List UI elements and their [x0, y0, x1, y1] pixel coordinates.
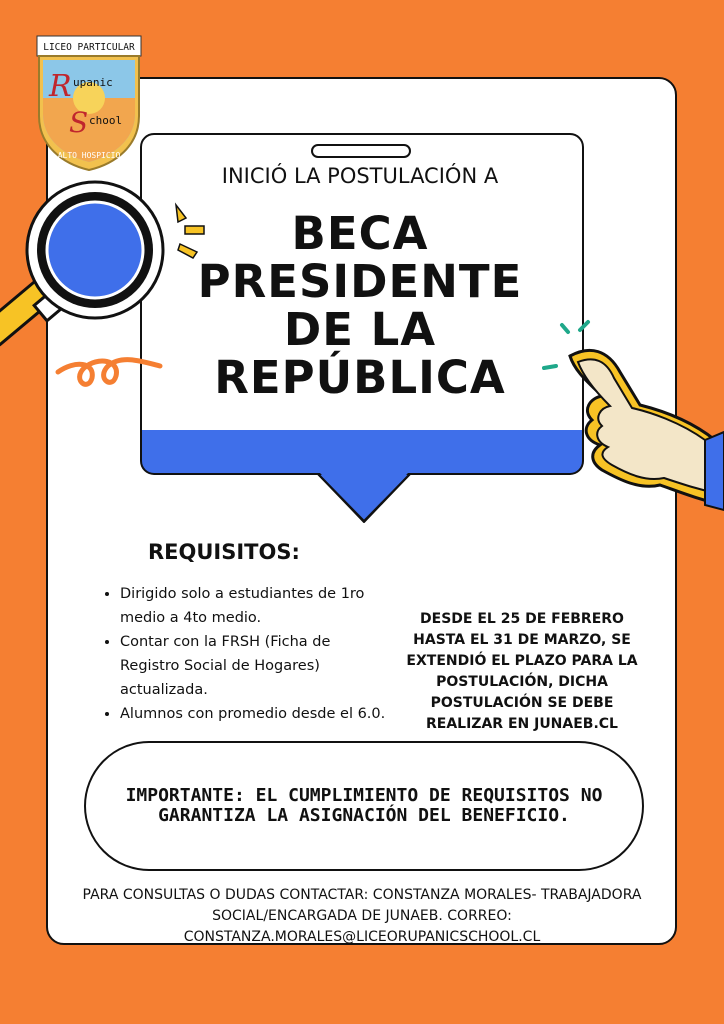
title-line: REPÚBLICA — [214, 351, 506, 404]
title-line: DE LA — [283, 303, 437, 356]
logo-bottom-text: ALTO HOSPICIO — [57, 151, 121, 160]
list-item: • Contar con la FRSH (Ficha de Registro Social de Hogares) actualizada. — [120, 630, 390, 702]
list-item: • Alumnos con promedio desde el 6.0. — [120, 702, 390, 726]
important-text: IMPORTANTE: EL CUMPLIMIENTO DE REQUISITOS NO GARANTIZA LA ASIGNACIÓN DEL BENEFICIO. — [125, 785, 603, 826]
logo-top-text: LICEO PARTICULAR — [43, 42, 135, 53]
list-item: • Dirigido solo a estudiantes de 1ro medio a 4to medio. — [120, 582, 390, 630]
requirements-list — [100, 582, 390, 726]
title-line: BECA — [291, 207, 429, 260]
logo-brand-chool: chool — [89, 114, 123, 127]
logo-brand-upanic: upanic — [73, 76, 113, 89]
requirements-title: REQUISITOS: — [148, 540, 300, 564]
intro-text: INICIÓ LA POSTULACIÓN A — [221, 164, 499, 188]
logo-brand-r: R — [49, 69, 72, 104]
contact-footer: PARA CONSULTAS O DUDAS CONTACTAR: CONSTANZA MORALES- TRABAJADORA SOCIAL/ENCARGADA DE JUNAEB. CORREO: CONSTANZA.MORALES@LICEORUPANICSCHOOL.CL — [82, 887, 642, 945]
dates-notice: DESDE EL 25 DE FEBRERO HASTA EL 31 DE MARZO, SE EXTENDIÓ EL PLAZO PARA LA POSTULACIÓN, DICHA POSTULACIÓN SE DEBE REALIZAR EN JUNAEB.CL — [406, 611, 638, 732]
title-line: PRESIDENTE — [197, 255, 523, 308]
logo-brand-s: S — [69, 106, 89, 139]
school-logo — [35, 34, 143, 174]
